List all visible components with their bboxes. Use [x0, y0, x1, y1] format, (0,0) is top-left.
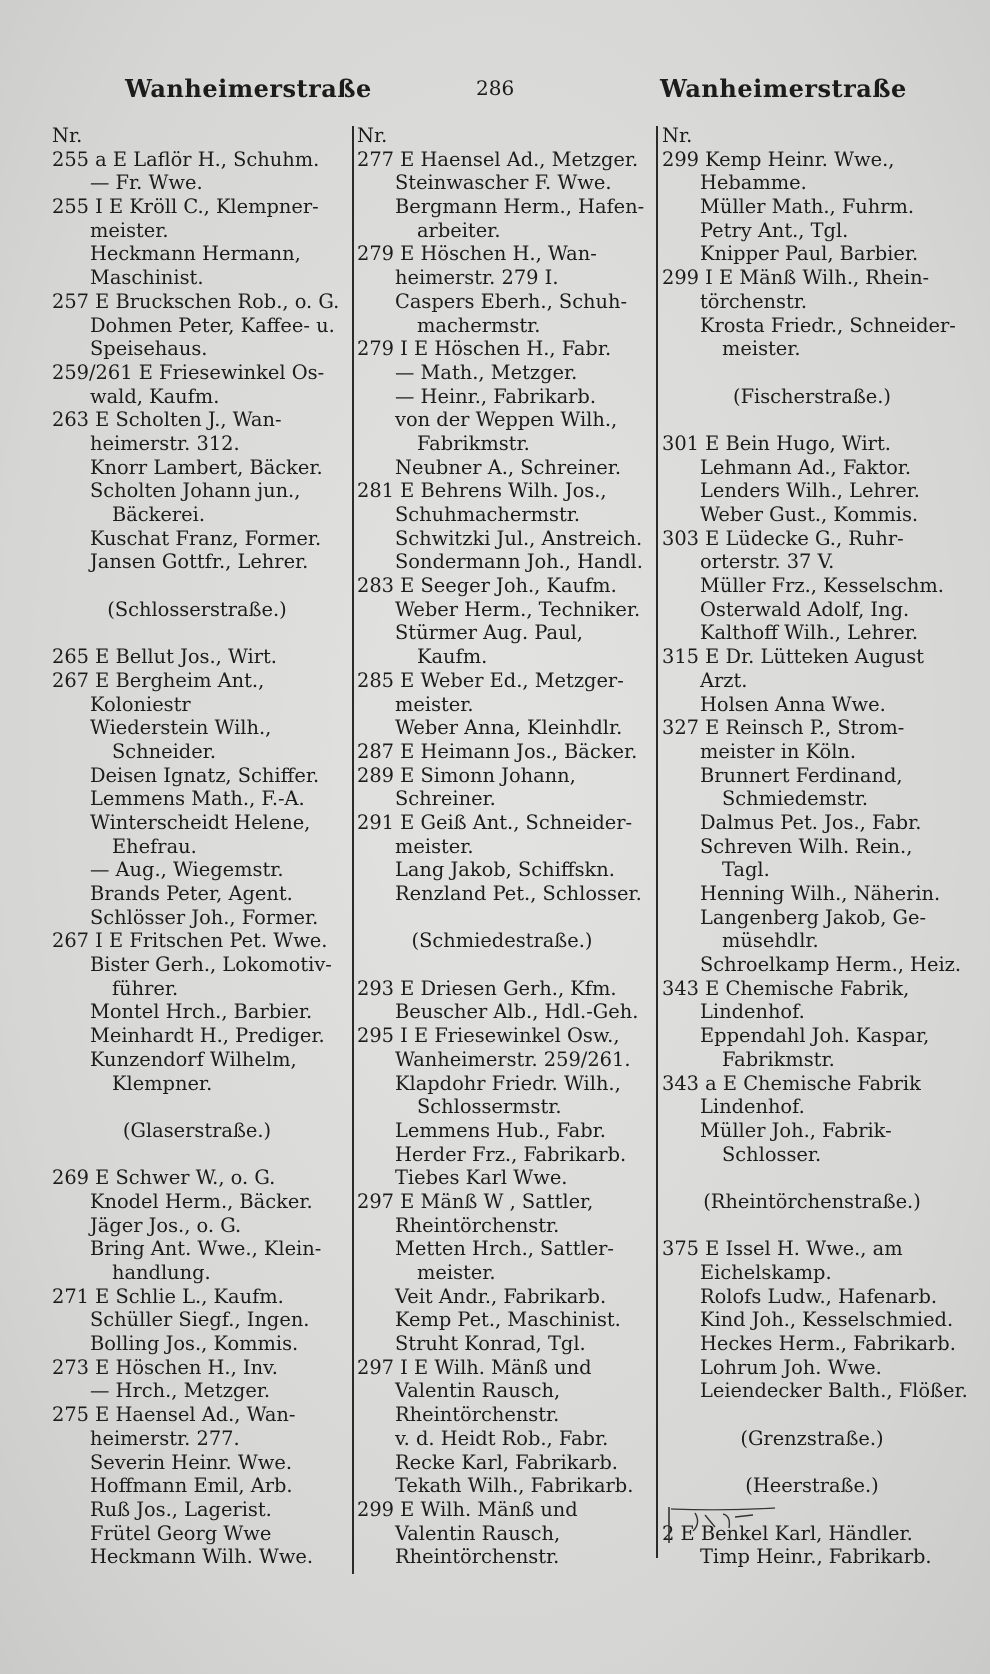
directory-line: Kuschat Franz, Former. — [90, 526, 322, 550]
directory-line: Caspers Eberh., Schuh- — [395, 289, 628, 313]
directory-line: Fabrikmstr. — [722, 1047, 835, 1071]
directory-line: 297 I E Wilh. Mänß und — [357, 1355, 592, 1379]
directory-line: Valentin Rausch, — [395, 1379, 561, 1403]
directory-line: Lang Jakob, Schiffskn. — [395, 858, 615, 882]
directory-line: Schroelkamp Herm., Heiz. — [700, 953, 962, 977]
directory-line: Schreven Wilh. Rein., — [700, 834, 913, 858]
column-heading: Nr. — [662, 124, 693, 147]
directory-line: Schmiedemstr. — [722, 787, 869, 811]
directory-line: Deisen Ignatz, Schiffer. — [90, 763, 320, 787]
directory-line: führer. — [112, 976, 179, 1000]
directory-line: Sondermann Joh., Handl. — [395, 550, 643, 574]
directory-line: Klapdohr Friedr. Wilh., — [395, 1071, 621, 1095]
directory-line: Leiendecker Balth., Flößer. — [700, 1379, 968, 1403]
directory-line: Herder Frz., Fabrikarb. — [395, 1142, 627, 1166]
blank-line — [662, 1166, 962, 1190]
directory-line: von der Weppen Wilh., — [395, 408, 618, 432]
directory-line: 255 a E Laflör H., Schuhm. — [52, 147, 320, 171]
directory-line: Speisehaus. — [90, 337, 208, 361]
directory-line: Schreiner. — [395, 787, 496, 811]
directory-line: handlung. — [112, 1261, 211, 1284]
directory-line: Lindenhof. — [700, 1095, 805, 1119]
directory-line: Lemmens Math., F.-A. — [90, 787, 305, 811]
directory-line: Müller Frz., Kesselschm. — [700, 574, 944, 598]
directory-line: Kunzendorf Wilhelm, — [90, 1047, 297, 1071]
directory-line: Frütel Georg Wwe — [90, 1521, 272, 1545]
directory-line: meister in Köln. — [700, 739, 857, 763]
directory-line: heimerstr. 279 I. — [395, 266, 559, 290]
directory-line: müsehdlr. — [722, 929, 819, 953]
directory-line: v. d. Heidt Rob., Fabr. — [395, 1426, 609, 1450]
directory-line: 271 E Schlie L., Kaufm. — [52, 1284, 284, 1308]
blank-line — [662, 1451, 962, 1475]
directory-line: Brands Peter, Agent. — [90, 882, 293, 905]
directory-line: Recke Karl, Fabrikarb. — [395, 1450, 618, 1474]
directory-line: 297 E Mänß W , Sattler, — [357, 1189, 594, 1213]
blank-line — [52, 621, 342, 645]
directory-line: Henning Wilh., Näherin. — [700, 882, 941, 905]
directory-line: 255 I E Kröll C., Klempner- — [52, 195, 319, 219]
directory-line: Hoffmann Emil, Arb. — [90, 1474, 293, 1498]
blank-line — [662, 361, 962, 385]
directory-line: 301 E Bein Hugo, Wirt. — [662, 431, 891, 455]
directory-line: 287 E Heimann Jos., Bäcker. — [357, 739, 638, 763]
blank-line — [662, 1403, 962, 1427]
directory-line: 295 I E Friesewinkel Osw., — [357, 1024, 620, 1048]
directory-line: Bergmann Herm., Hafen- — [395, 195, 645, 219]
directory-line: — Fr. Wwe. — [90, 171, 203, 195]
cross-street-heading: (Glaserstraße.) — [122, 1118, 272, 1142]
column-divider — [352, 126, 354, 1574]
directory-line: Ruß Jos., Lagerist. — [90, 1497, 272, 1521]
cross-street-heading: (Heerstraße.) — [745, 1474, 879, 1498]
directory-line: Meinhardt H., Prediger. — [90, 1024, 325, 1048]
directory-line: 285 E Weber Ed., Metzger- — [357, 668, 624, 692]
directory-line: — Aug., Wiegemstr. — [90, 858, 284, 882]
directory-line: meister. — [722, 337, 801, 361]
directory-column-3 — [662, 124, 968, 1569]
directory-line: Tekath Wilh., Fabrikarb. — [395, 1474, 634, 1498]
column-heading: Nr. — [357, 124, 388, 147]
directory-line: Schüller Siegf., Ingen. — [90, 1308, 310, 1332]
directory-line: Dalmus Pet. Jos., Fabr. — [700, 810, 922, 834]
directory-line: 257 E Bruckschen Rob., o. G. — [52, 289, 340, 313]
directory-line: Müller Joh., Fabrik- — [700, 1118, 892, 1142]
directory-line: 299 I E Mänß Wilh., Rhein- — [662, 266, 930, 290]
directory-line: 275 E Haensel Ad., Wan- — [52, 1403, 296, 1427]
directory-line: Jäger Jos., o. G. — [90, 1213, 242, 1237]
directory-line: Rheintörchenstr. — [395, 1213, 560, 1237]
directory-line: 343 E Chemische Fabrik, — [662, 976, 910, 1000]
directory-line: Tagl. — [722, 858, 770, 882]
directory-line: Arzt. — [700, 668, 748, 692]
directory-line: 259/261 E Friesewinkel Os- — [52, 360, 325, 384]
directory-line: meister. — [90, 218, 169, 242]
directory-line: Winterscheidt Helene, — [90, 810, 311, 834]
directory-line: Heckmann Wilh. Wwe. — [90, 1545, 314, 1569]
directory-line: Hebamme. — [700, 171, 807, 195]
directory-line: Lindenhof. — [700, 1000, 805, 1024]
directory-line: Weber Gust., Kommis. — [700, 503, 919, 526]
directory-line: Bister Gerh., Lokomotiv- — [90, 953, 332, 977]
directory-line: 2 E Benkel Karl, Händler. — [662, 1521, 913, 1545]
directory-line: 265 E Bellut Jos., Wirt. — [52, 645, 277, 669]
running-header — [0, 70, 990, 110]
directory-line: 299 E Wilh. Mänß und — [357, 1497, 578, 1521]
blank-line — [52, 1095, 342, 1119]
directory-line: 281 E Behrens Wilh. Jos., — [357, 479, 607, 503]
directory-line: Bolling Jos., Kommis. — [90, 1332, 299, 1356]
directory-line: Wanheimerstr. 259/261. — [395, 1047, 631, 1071]
directory-line: 343 a E Chemische Fabrik — [662, 1071, 921, 1095]
directory-line: Kemp Pet., Maschinist. — [395, 1308, 621, 1332]
directory-line: Severin Heinr. Wwe. — [90, 1450, 293, 1474]
directory-line: Knipper Paul, Barbier. — [700, 242, 919, 266]
directory-line: Steinwascher F. Wwe. — [395, 171, 612, 195]
cross-street-heading: (Schlosserstraße.) — [107, 597, 287, 621]
directory-line: Weber Herm., Techniker. — [395, 597, 641, 621]
directory-line: Eichelskamp. — [700, 1261, 832, 1284]
directory-line: meister. — [395, 692, 474, 716]
directory-line: 291 E Geiß Ant., Schneider- — [357, 810, 633, 834]
directory-line: Stürmer Aug. Paul, — [395, 621, 583, 645]
directory-line: Bring Ant. Wwe., Klein- — [90, 1237, 322, 1261]
directory-line: wald, Kaufm. — [90, 384, 220, 408]
directory-line: Wiederstein Wilh., — [90, 716, 272, 740]
directory-line: 267 I E Fritschen Pet. Wwe. — [52, 929, 328, 953]
directory-line: 289 E Simonn Johann, — [357, 763, 576, 787]
directory-line: 315 E Dr. Lütteken August — [662, 645, 924, 669]
directory-line: 303 E Lüdecke G., Ruhr- — [662, 526, 904, 550]
directory-line: — Heinr., Fabrikarb. — [395, 384, 596, 408]
directory-line: Jansen Gottfr., Lehrer. — [90, 550, 309, 574]
directory-line: Ehefrau. — [112, 834, 197, 858]
directory-line: heimerstr. 277. — [90, 1426, 240, 1450]
header-street-left: Wanheimerstraße — [125, 74, 372, 103]
directory-line: Weber Anna, Kleinhdlr. — [395, 716, 623, 740]
cross-street-heading: (Grenzstraße.) — [740, 1426, 884, 1450]
directory-line: törchenstr. — [700, 289, 808, 313]
directory-line: Lenders Wilh., Lehrer. — [700, 479, 920, 503]
directory-line: machermstr. — [417, 313, 541, 337]
column-heading: Nr. — [52, 124, 83, 147]
directory-line: Struht Konrad, Tgl. — [395, 1332, 586, 1356]
directory-line: 279 E Höschen H., Wan- — [357, 242, 597, 266]
directory-line: Müller Math., Fuhrm. — [700, 195, 915, 219]
directory-line: 273 E Höschen H., Inv. — [52, 1355, 278, 1379]
page-number: 286 — [476, 76, 515, 100]
directory-line: 293 E Driesen Gerh., Kfm. — [357, 976, 617, 1000]
directory-line: Beuscher Alb., Hdl.-Geh. — [395, 1000, 639, 1024]
directory-line: orterstr. 37 V. — [700, 550, 835, 574]
directory-line: Schwitzki Jul., Anstreich. — [395, 526, 643, 550]
directory-line: — Hrch., Metzger. — [90, 1379, 271, 1403]
header-street-right: Wanheimerstraße — [660, 74, 907, 103]
directory-line: Kalthoff Wilh., Lehrer. — [700, 621, 919, 645]
directory-line: Lohrum Joh. Wwe. — [700, 1355, 882, 1379]
directory-line: Krosta Friedr., Schneider- — [700, 313, 956, 337]
directory-column-2 — [357, 124, 647, 1569]
directory-line: Schlösser Joh., Former. — [90, 905, 319, 929]
directory-line: Petry Ant., Tgl. — [700, 218, 849, 242]
cross-street-heading: (Fischerstraße.) — [733, 384, 891, 408]
directory-line: 375 E Issel H. Wwe., am — [662, 1237, 903, 1261]
directory-line: Lemmens Hub., Fabr. — [395, 1118, 606, 1142]
directory-line: Kaufm. — [417, 645, 488, 669]
directory-line: 269 E Schwer W., o. G. — [52, 1166, 276, 1190]
directory-line: Klempner. — [112, 1071, 213, 1095]
directory-line: heimerstr. 312. — [90, 431, 240, 455]
directory-line: 299 Kemp Heinr. Wwe., — [662, 147, 895, 171]
directory-line: Koloniestr — [90, 692, 191, 716]
column-divider — [656, 126, 658, 1558]
directory-line: Valentin Rausch, — [395, 1521, 561, 1545]
directory-line: Heckes Herm., Fabrikarb. — [700, 1332, 956, 1356]
directory-line: Veit Andr., Fabrikarb. — [395, 1284, 607, 1308]
directory-line: Lehmann Ad., Faktor. — [700, 455, 912, 479]
directory-line: Langenberg Jakob, Ge- — [700, 905, 927, 929]
directory-line: Holsen Anna Wwe. — [700, 692, 886, 716]
directory-line: Kind Joh., Kesselschmied. — [700, 1308, 954, 1332]
directory-line: Eppendahl Joh. Kaspar, — [700, 1024, 930, 1048]
directory-line: Metten Hrch., Sattler- — [395, 1237, 614, 1261]
directory-line: Schneider. — [112, 739, 216, 763]
directory-column-1 — [52, 124, 342, 1569]
directory-line: meister. — [395, 834, 474, 858]
directory-line: Maschinist. — [90, 266, 204, 290]
directory-line: Rheintörchenstr. — [395, 1545, 560, 1569]
directory-line: Heckmann Hermann, — [90, 242, 301, 266]
directory-line: Scholten Johann jun., — [90, 479, 301, 503]
directory-line: 263 E Scholten J., Wan- — [52, 408, 282, 432]
blank-line — [52, 574, 342, 598]
handwritten-mark — [665, 1505, 875, 1545]
directory-line: Schuhmachermstr. — [395, 503, 581, 526]
directory-line: Bäckerei. — [112, 503, 206, 526]
directory-line: Schlossermstr. — [417, 1095, 562, 1119]
directory-line: Dohmen Peter, Kaffee- u. — [90, 313, 335, 337]
cross-street-heading: (Rheintörchenstraße.) — [703, 1189, 921, 1213]
directory-line: 327 E Reinsch P., Strom- — [662, 716, 905, 740]
directory-line: Renzland Pet., Schlosser. — [395, 882, 642, 905]
directory-line: Rolofs Ludw., Hafenarb. — [700, 1284, 938, 1308]
directory-line: Osterwald Adolf, Ing. — [700, 597, 910, 621]
directory-line: Schlosser. — [722, 1142, 822, 1166]
directory-line: Knorr Lambert, Bäcker. — [90, 455, 323, 479]
directory-line: arbeiter. — [417, 218, 501, 242]
blank-line — [357, 953, 647, 977]
directory-line: Montel Hrch., Barbier. — [90, 1000, 313, 1024]
blank-line — [52, 1143, 342, 1167]
blank-line — [357, 906, 647, 930]
directory-line: Tiebes Karl Wwe. — [395, 1166, 568, 1190]
directory-line: 279 I E Höschen H., Fabr. — [357, 337, 612, 361]
directory-line: 277 E Haensel Ad., Metzger. — [357, 147, 639, 171]
blank-line — [662, 1214, 962, 1238]
directory-line: Rheintörchenstr. — [395, 1403, 560, 1427]
directory-line: Brunnert Ferdinand, — [700, 763, 903, 787]
directory-line: Fabrikmstr. — [417, 431, 530, 455]
directory-line: — Math., Metzger. — [395, 360, 578, 384]
blank-line — [662, 408, 962, 432]
directory-line: 283 E Seeger Joh., Kaufm. — [357, 574, 617, 598]
directory-line: meister. — [417, 1261, 496, 1284]
directory-line: 267 E Bergheim Ant., — [52, 668, 265, 692]
directory-line: Neubner A., Schreiner. — [395, 455, 622, 479]
directory-line: Timp Heinr., Fabrikarb. — [700, 1545, 932, 1569]
directory-line: Knodel Herm., Bäcker. — [90, 1189, 313, 1213]
cross-street-heading: (Schmiedestraße.) — [411, 929, 593, 953]
